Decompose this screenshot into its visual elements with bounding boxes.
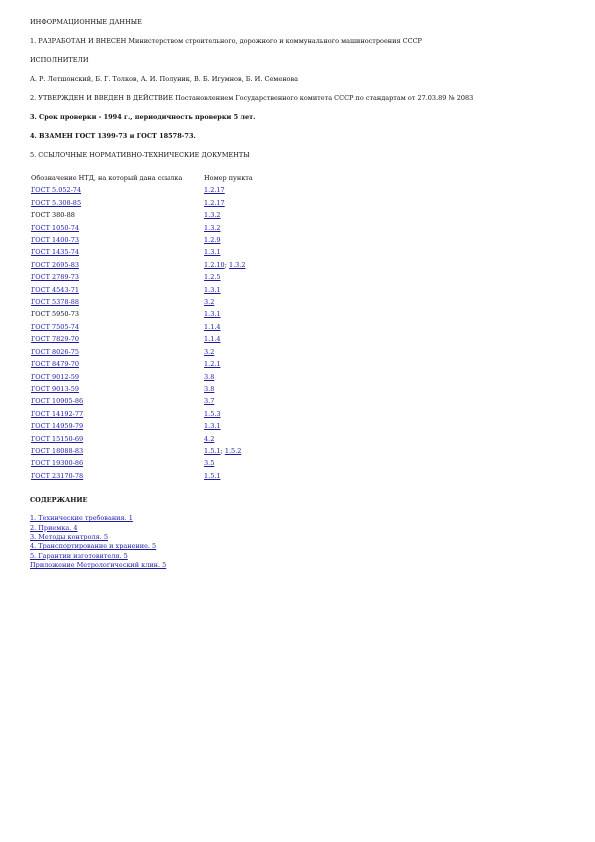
references-table bbox=[31, 172, 253, 482]
reference-clause-cell bbox=[204, 308, 253, 320]
reference-clause-cell bbox=[204, 433, 253, 445]
reference-clause-cell bbox=[204, 197, 253, 209]
reference-clause-cell bbox=[204, 321, 253, 333]
clause-link[interactable]: 1.3.1 bbox=[204, 285, 221, 294]
reference-document-cell bbox=[31, 358, 204, 370]
document-link[interactable]: ГОСТ 23170-78 bbox=[31, 471, 84, 480]
table-row bbox=[31, 333, 253, 345]
reference-clause-cell bbox=[204, 284, 253, 296]
document-link[interactable]: ГОСТ 14959-79 bbox=[31, 422, 84, 431]
reference-document-cell bbox=[31, 383, 204, 395]
document-link[interactable]: ГОСТ 1435-74 bbox=[31, 248, 80, 257]
reference-clause-cell bbox=[204, 209, 253, 221]
clause-link[interactable]: 3.2 bbox=[204, 347, 215, 356]
reference-clause-cell bbox=[204, 457, 253, 469]
document-link[interactable]: ГОСТ 5.308-85 bbox=[31, 198, 82, 207]
table-row bbox=[31, 346, 253, 358]
table-row bbox=[31, 259, 253, 271]
clause-link[interactable]: 3.7 bbox=[204, 397, 215, 406]
reference-clause-cell bbox=[204, 383, 253, 395]
clause-link[interactable]: 3.8 bbox=[204, 372, 215, 381]
reference-document-cell bbox=[31, 420, 204, 432]
clause-link[interactable]: 1.2.17 bbox=[204, 186, 225, 195]
table-row bbox=[31, 296, 253, 308]
document-link[interactable]: ГОСТ 5378-88 bbox=[31, 298, 80, 307]
document-text: ГОСТ 380-88 bbox=[31, 211, 75, 220]
document-link[interactable]: ГОСТ 19300-86 bbox=[31, 459, 84, 468]
info-title: ИНФОРМАЦИОННЫЕ ДАННЫЕ bbox=[30, 18, 142, 26]
table-row bbox=[31, 457, 253, 469]
header-clause: Номер пункта bbox=[204, 174, 253, 182]
contents-list bbox=[30, 514, 570, 570]
reference-document-cell bbox=[31, 433, 204, 445]
table-row bbox=[31, 246, 253, 258]
document-link[interactable]: ГОСТ 2695-83 bbox=[31, 260, 80, 269]
clause-link[interactable]: 1.2.1 bbox=[204, 360, 221, 369]
table-row bbox=[31, 395, 253, 407]
reference-clause-cell bbox=[204, 184, 253, 196]
reference-document-cell bbox=[31, 308, 204, 320]
references-table-body bbox=[31, 184, 253, 482]
check-period: 3. Срок проверки - 1994 г., периодичность проверки 5 лет. bbox=[30, 113, 256, 121]
document-link[interactable]: ГОСТ 14192-77 bbox=[31, 409, 84, 418]
table-row bbox=[31, 445, 253, 457]
reference-document-cell bbox=[31, 259, 204, 271]
reference-clause-cell bbox=[204, 408, 253, 420]
reference-clause-cell bbox=[204, 470, 253, 482]
clause-link[interactable]: 1.3.1 bbox=[204, 310, 221, 319]
document-link[interactable]: ГОСТ 7829-70 bbox=[31, 335, 80, 344]
table-row bbox=[31, 308, 253, 320]
clause-link[interactable]: 1.5.2 bbox=[224, 446, 242, 455]
executors-list: А. Р. Летшонский, Б. Г. Толков, А. И. Полуник, В. Б. Игумнов, Б. И. Семенова bbox=[30, 75, 298, 83]
table-row bbox=[31, 321, 253, 333]
reference-clause-cell bbox=[204, 333, 253, 345]
document-link[interactable]: ГОСТ 2789-73 bbox=[31, 273, 80, 282]
references-heading: 5. ССЫЛОЧНЫЕ НОРМАТИВНО-ТЕХНИЧЕСКИЕ ДОКУМЕНТЫ bbox=[30, 151, 250, 159]
header-document: Обозначение НТД, на который дана ссылка bbox=[31, 174, 183, 182]
clause-link[interactable]: 1.1.4 bbox=[204, 322, 221, 331]
contents-heading: СОДЕРЖАНИЕ bbox=[30, 496, 88, 505]
document-link[interactable]: ГОСТ 5.052-74 bbox=[31, 186, 82, 195]
table-row bbox=[31, 222, 253, 234]
reference-document-cell bbox=[31, 197, 204, 209]
clause-link[interactable]: 1.3.2 bbox=[204, 223, 221, 232]
reference-document-cell bbox=[31, 234, 204, 246]
document-link[interactable]: ГОСТ 7505-74 bbox=[31, 322, 80, 331]
clause-link[interactable]: 1.5.3 bbox=[204, 409, 221, 418]
reference-document-cell bbox=[31, 445, 204, 457]
document-link[interactable]: ГОСТ 9012-59 bbox=[31, 372, 80, 381]
clause-link[interactable]: 1.5.1 bbox=[204, 446, 221, 455]
clause-link[interactable]: 3.5 bbox=[204, 459, 215, 468]
table-row bbox=[31, 271, 253, 283]
table-row bbox=[31, 470, 253, 482]
clause-link[interactable]: 3.8 bbox=[204, 384, 215, 393]
reference-document-cell bbox=[31, 184, 204, 196]
document-page bbox=[30, 18, 570, 571]
reference-document-cell bbox=[31, 408, 204, 420]
reference-clause-cell bbox=[204, 371, 253, 383]
reference-clause-cell bbox=[204, 259, 253, 271]
document-text: ГОСТ 5950-73 bbox=[31, 310, 80, 319]
reference-clause-cell bbox=[204, 346, 253, 358]
clause-separator: ; bbox=[220, 446, 225, 455]
table-row bbox=[31, 184, 253, 196]
document-link[interactable]: ГОСТ 18088-83 bbox=[31, 446, 84, 455]
reference-document-cell bbox=[31, 209, 204, 221]
reference-clause-cell bbox=[204, 420, 253, 432]
contents-link[interactable]: 1. Технические требования. 1 bbox=[30, 514, 133, 523]
reference-clause-cell bbox=[204, 358, 253, 370]
clause-link[interactable]: 1.2.5 bbox=[204, 273, 221, 282]
document-link[interactable]: ГОСТ 1050-74 bbox=[31, 223, 80, 232]
reference-clause-cell bbox=[204, 246, 253, 258]
clause-link[interactable]: 1.3.2 bbox=[204, 211, 221, 220]
clause-link[interactable]: 1.3.2 bbox=[228, 260, 246, 269]
document-link[interactable]: ГОСТ 9013-59 bbox=[31, 384, 80, 393]
contents-section bbox=[30, 496, 570, 570]
clause-separator: ; bbox=[224, 260, 229, 269]
developed-by: 1. РАЗРАБОТАН И ВНЕСЕН Министерством строительного, дорожного и коммунального машиностроения СССР bbox=[30, 37, 422, 45]
document-link[interactable]: ГОСТ 1400-73 bbox=[31, 236, 80, 245]
reference-clause-cell bbox=[204, 234, 253, 246]
table-row bbox=[31, 284, 253, 296]
reference-document-cell bbox=[31, 222, 204, 234]
contents-link[interactable]: 2. Приемка. 4 bbox=[30, 523, 78, 532]
reference-document-cell bbox=[31, 333, 204, 345]
references-header-row bbox=[31, 172, 253, 184]
document-link[interactable]: ГОСТ 8479-70 bbox=[31, 360, 80, 369]
document-link[interactable]: ГОСТ 15150-69 bbox=[31, 434, 84, 443]
reference-clause-cell bbox=[204, 271, 253, 283]
table-row bbox=[31, 408, 253, 420]
contents-link[interactable]: Приложение Метрологический клин. 5 bbox=[30, 561, 167, 570]
reference-clause-cell bbox=[204, 395, 253, 407]
reference-document-cell bbox=[31, 395, 204, 407]
document-link[interactable]: ГОСТ 8026-75 bbox=[31, 347, 80, 356]
contents-link[interactable]: 4. Транспортирование и хранение. 5 bbox=[30, 542, 157, 551]
reference-document-cell bbox=[31, 371, 204, 383]
reference-clause-cell bbox=[204, 222, 253, 234]
table-row bbox=[31, 209, 253, 221]
reference-clause-cell bbox=[204, 445, 253, 457]
reference-document-cell bbox=[31, 296, 204, 308]
executors-heading: ИСПОЛНИТЕЛИ bbox=[30, 56, 89, 64]
reference-clause-cell bbox=[204, 296, 253, 308]
clause-link[interactable]: 1.2.17 bbox=[204, 198, 225, 207]
table-row bbox=[31, 197, 253, 209]
contents-link[interactable]: 3. Методы контроля. 5 bbox=[30, 532, 108, 541]
reference-document-cell bbox=[31, 457, 204, 469]
reference-document-cell bbox=[31, 346, 204, 358]
clause-link[interactable]: 1.5.1 bbox=[204, 471, 221, 480]
table-row bbox=[31, 433, 253, 445]
table-row bbox=[31, 358, 253, 370]
document-link[interactable]: ГОСТ 10905-86 bbox=[31, 397, 84, 406]
reference-document-cell bbox=[31, 246, 204, 258]
reference-document-cell bbox=[31, 284, 204, 296]
table-row bbox=[31, 371, 253, 383]
clause-link[interactable]: 1.3.1 bbox=[204, 248, 221, 257]
clause-link[interactable]: 1.2.9 bbox=[204, 236, 221, 245]
reference-document-cell bbox=[31, 271, 204, 283]
replacement-statement: 4. ВЗАМЕН ГОСТ 1399-73 и ГОСТ 18578-73. bbox=[30, 132, 196, 140]
document-link[interactable]: ГОСТ 4543-71 bbox=[31, 285, 80, 294]
clause-link[interactable]: 3.2 bbox=[204, 298, 215, 307]
reference-document-cell bbox=[31, 321, 204, 333]
table-row bbox=[31, 420, 253, 432]
contents-link[interactable]: 5. Гарантии изготовителя. 5 bbox=[30, 551, 128, 560]
table-row bbox=[31, 383, 253, 395]
approved-statement: 2. УТВЕРЖДЕН И ВВЕДЕН В ДЕЙСТВИЕ Постановлением Государственного комитета СССР по стандартам от 27.03.89 № 2083 bbox=[30, 94, 474, 102]
clause-link[interactable]: 4.2 bbox=[204, 434, 215, 443]
clause-link[interactable]: 1.2.10 bbox=[204, 260, 225, 269]
clause-link[interactable]: 1.3.1 bbox=[204, 422, 221, 431]
reference-document-cell bbox=[31, 470, 204, 482]
clause-link[interactable]: 1.1.4 bbox=[204, 335, 221, 344]
table-row bbox=[31, 234, 253, 246]
